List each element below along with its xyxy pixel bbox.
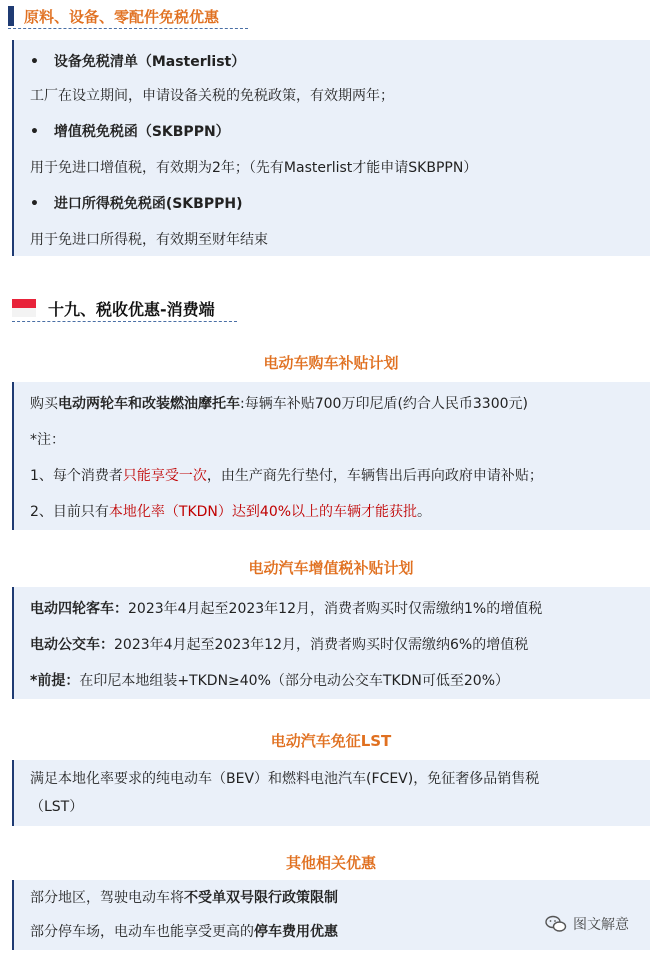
- red-text: 本地化率（TKDN）: [108, 504, 232, 520]
- item-desc: 工厂在设立期间，申请设备关税的免税政策，有效期两年；: [30, 88, 394, 104]
- bullet-icon: •: [30, 54, 39, 70]
- bold-text: 电动两轮车和改装燃油摩托车: [58, 396, 240, 412]
- bold-text: 电动四轮客车：: [30, 601, 128, 617]
- red-text: 只能享受一次: [122, 468, 207, 484]
- text: :每辆车补贴700万印尼盾(约合人民币3300元): [240, 396, 528, 412]
- text: 在印尼本地组装+TKDN≥40%（部分电动公交车TKDN可低至20%）: [79, 673, 509, 689]
- section-header-import: [8, 4, 219, 28]
- item-desc: 用于免进口所得税，有效期至财年结束: [30, 232, 268, 248]
- other-line: [30, 922, 338, 942]
- text: 部分停车场，电动车也能享受更高的: [30, 924, 254, 940]
- list-item: [30, 52, 245, 72]
- list-item: [30, 194, 242, 214]
- item-heading: 设备免税清单（Masterlist）: [53, 54, 246, 70]
- list-item: [30, 122, 230, 142]
- other-line: [30, 888, 338, 908]
- vat-line: [30, 599, 542, 619]
- section-title: 原料、设备、零配件免税优惠: [24, 7, 220, 26]
- bold-text: 不受单双号限行政策限制: [184, 890, 338, 906]
- watermark: [545, 914, 629, 934]
- vat-line: [30, 635, 528, 655]
- title-underline: [8, 28, 248, 29]
- bold-text: *前提：: [30, 673, 80, 689]
- section-title: 十九、税收优惠-消费端: [48, 299, 215, 319]
- text: 部分地区，驾驶电动车将: [30, 890, 184, 906]
- other-title: 其他相关优惠: [285, 854, 376, 872]
- text: 2、目前只有: [30, 504, 109, 520]
- item-heading: 进口所得税免税函(SKBPPH): [53, 196, 243, 212]
- rule-line: [30, 502, 431, 522]
- item-desc: 用于免进口增值税，有效期为2年；（先有Masterlist才能申请SKBPPN）: [30, 160, 478, 176]
- bullet-icon: •: [30, 124, 39, 140]
- ev-subsidy-title: 电动车购车补贴计划: [263, 354, 399, 372]
- text: ，由生产商先行垫付，车辆售出后再向政府申请补贴；: [206, 468, 543, 484]
- indonesia-flag-icon: [12, 299, 36, 317]
- bullet-icon: •: [30, 196, 39, 212]
- vat-line: [30, 671, 509, 691]
- title-underline: [12, 321, 237, 322]
- item-heading: 增值税免税函（SKBPPN）: [53, 124, 230, 140]
- lst-box: [12, 760, 650, 826]
- lst-line: 满足本地化率要求的纯电动车（BEV）和燃料电池汽车(FCEV)，免征奢侈品销售税: [30, 771, 540, 787]
- text: 购买: [30, 396, 58, 412]
- bold-text: 电动公交车：: [30, 637, 114, 653]
- vat-subsidy-title: 电动汽车增值税补贴计划: [248, 559, 414, 577]
- lst-line: （LST）: [30, 799, 84, 815]
- vat-subsidy-box: [12, 587, 650, 699]
- wechat-icon: [545, 915, 567, 933]
- watermark-text: 图文解意: [573, 917, 629, 933]
- subsidy-line: [30, 394, 528, 414]
- red-text: 达到40%以上的车辆才能获批: [231, 504, 418, 520]
- section-header-consumer: [12, 296, 215, 320]
- section-marker-icon: [8, 6, 14, 26]
- text: 2023年4月起至2023年12月，消费者购买时仅需缴纳1%的增值税: [128, 601, 543, 617]
- rule-line: [30, 466, 543, 486]
- text: 。: [417, 504, 432, 520]
- text: 2023年4月起至2023年12月，消费者购买时仅需缴纳6%的增值税: [114, 637, 529, 653]
- lst-title: 电动汽车免征LST: [270, 732, 392, 750]
- bold-text: 停车费用优惠: [254, 924, 338, 940]
- import-exemption-box: [12, 40, 650, 256]
- note-label: *注：: [30, 432, 65, 448]
- text: 1、每个消费者: [30, 468, 123, 484]
- ev-subsidy-box: [12, 382, 650, 530]
